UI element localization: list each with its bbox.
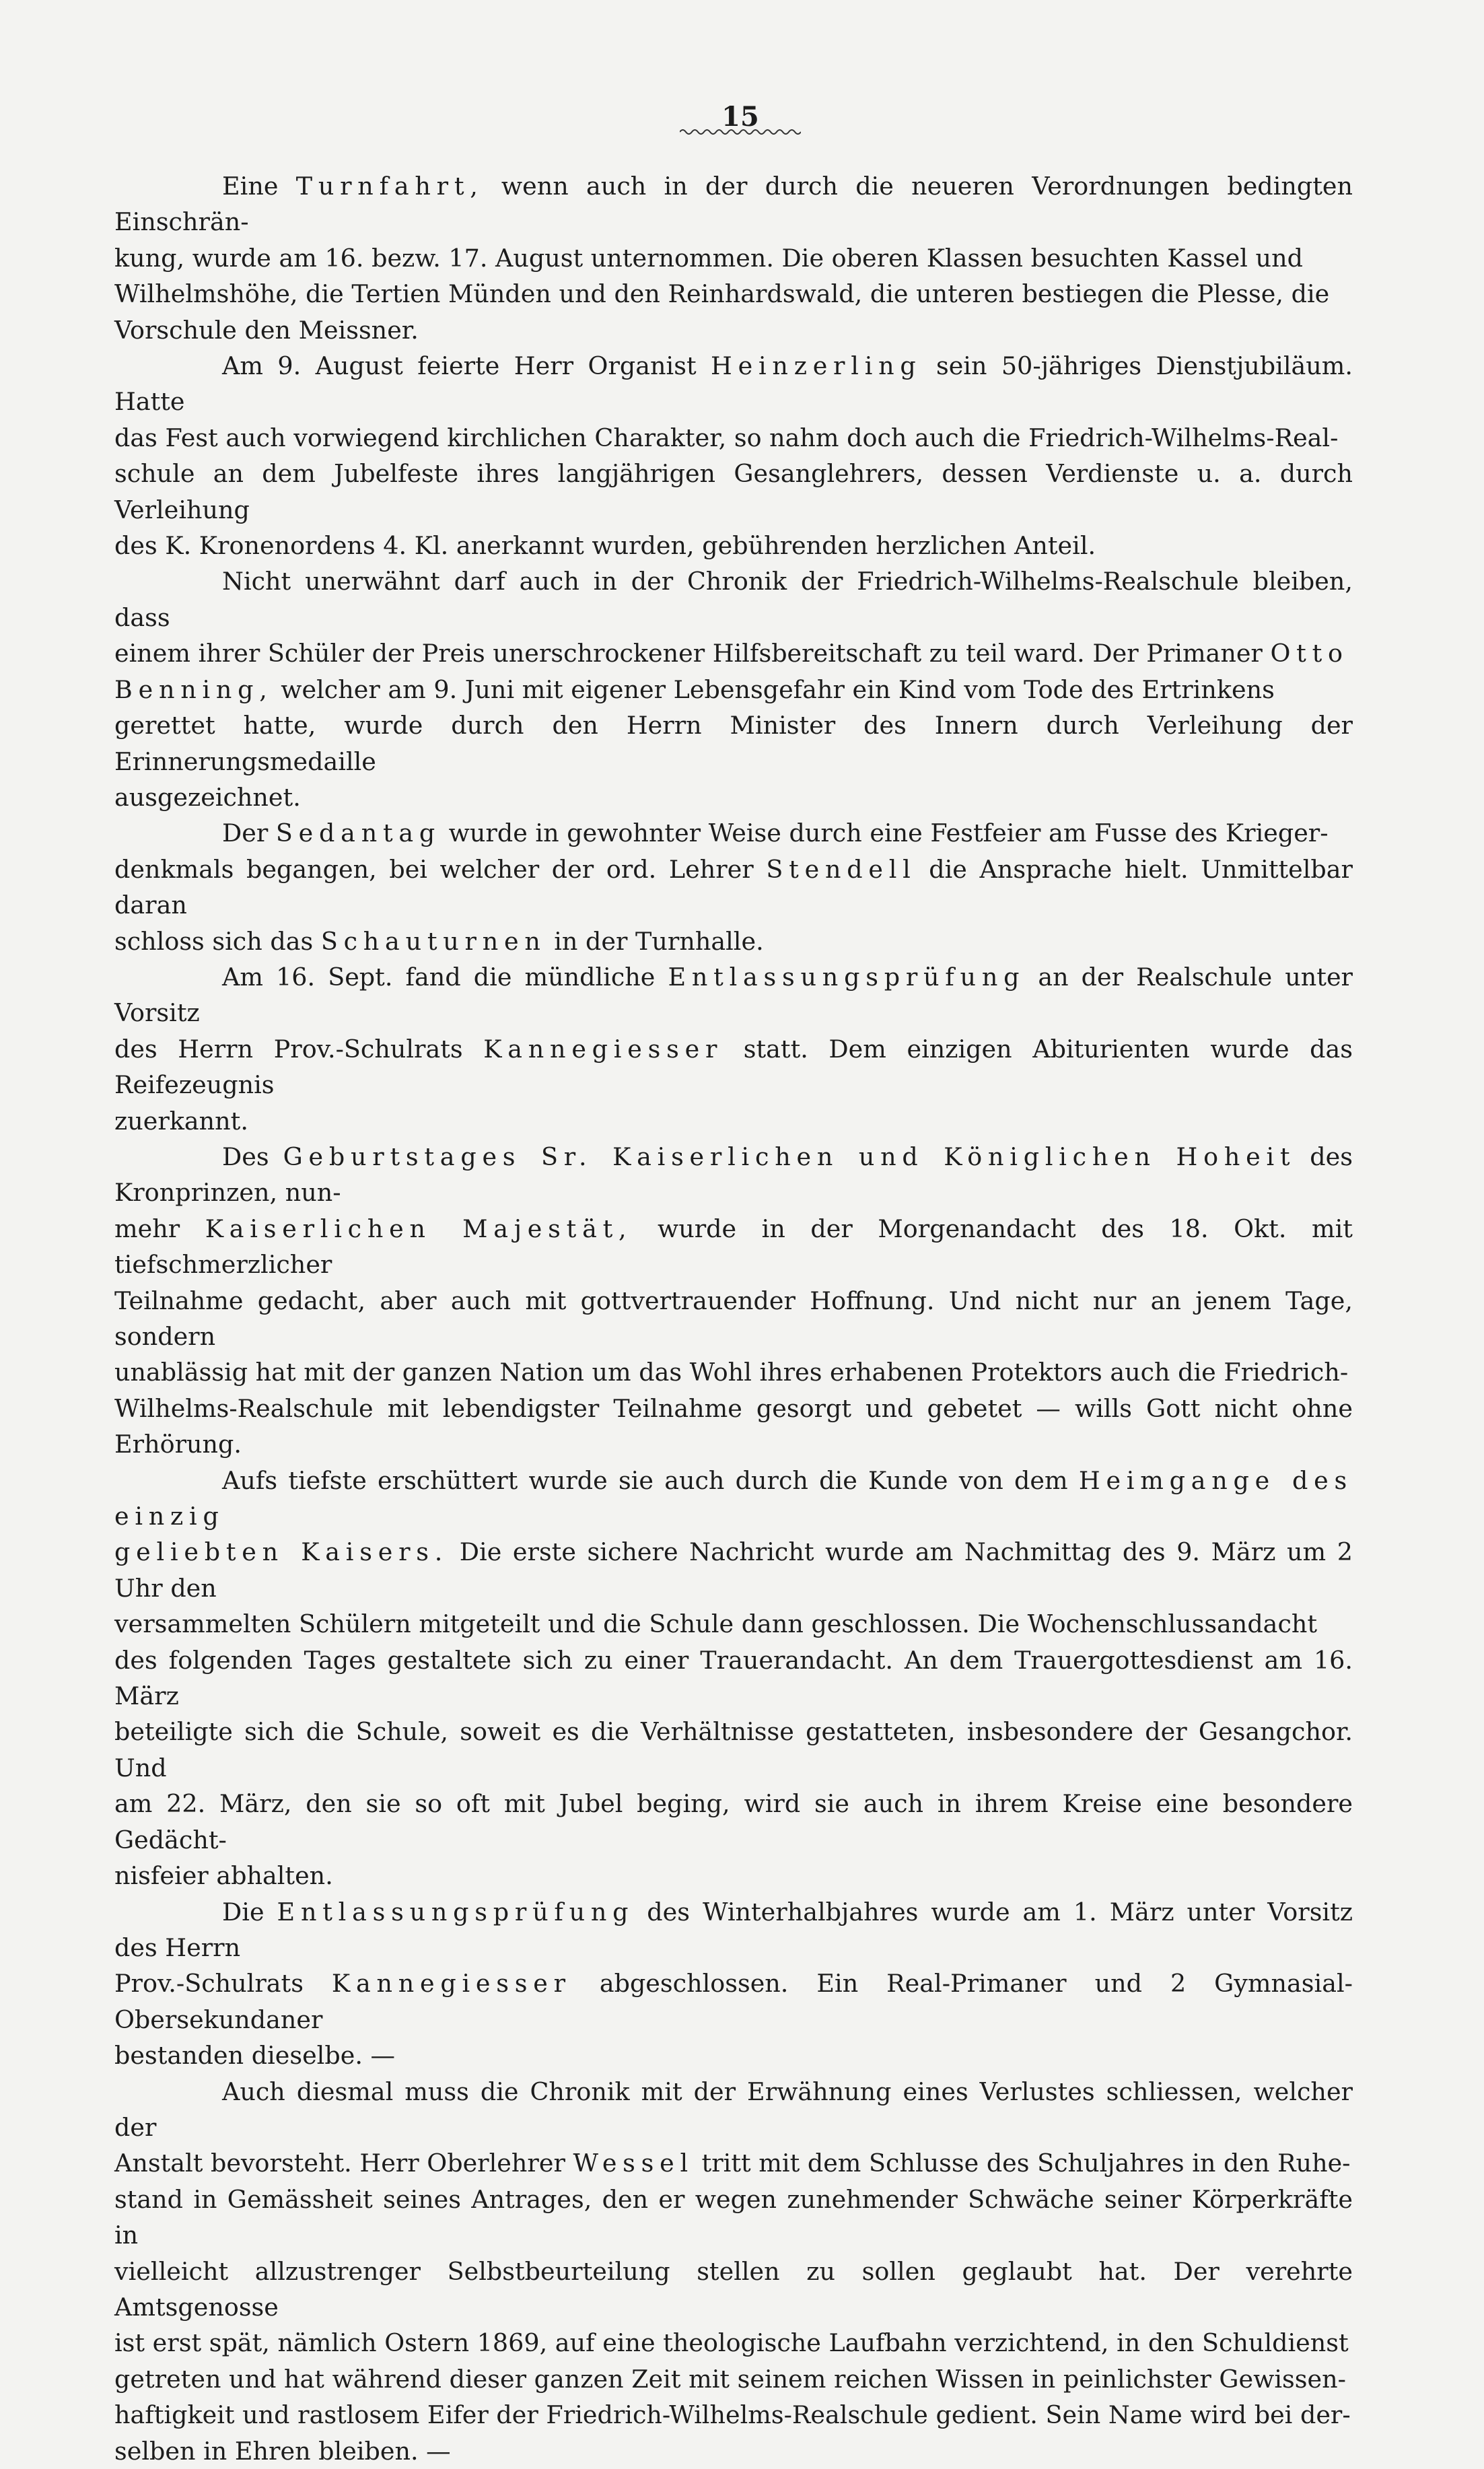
text-run: welcher am 9. Juni mit eigener Lebensgefahr ein Kind vom Tode des Ertrinkens gerettet hatte, wurde durch den Herrn Minister des Innern durch Verleihung der Erinnerungsmedaille ausgezeichnet. <box>114 674 1353 812</box>
paragraph <box>114 815 1353 959</box>
spaced-emphasis: Schauturnen <box>320 926 546 956</box>
text-run: Am 16. Sept. fand die mündliche <box>222 962 668 992</box>
text-run: Am 9. August feierte Herr Organist <box>222 351 711 381</box>
spaced-emphasis: Turnfahrt, <box>295 172 484 201</box>
text-run: abgeschlossen. Ein Real-Primaner und 2 Gymnasial-Obersekundaner bestanden dieselbe. — <box>114 1969 1353 2071</box>
spaced-emphasis: Heimgange des einzig geliebten Kaisers. <box>114 1465 1353 1567</box>
paragraph <box>114 1894 1353 2074</box>
text-run: wurde in gewohnter Weise durch eine Festfeier am Fusse des Krieger- denkmals begangen, bei welcher der ord. Lehrer <box>114 819 1329 884</box>
paragraph <box>114 563 1353 815</box>
body-text <box>114 168 1353 2469</box>
paragraph <box>114 2074 1353 2469</box>
spaced-emphasis: Entlassungsprüfung <box>668 962 1026 992</box>
spaced-emphasis: Geburtstages Sr. Kaiserlichen und Königlichen Hoheit <box>283 1142 1296 1171</box>
spaced-emphasis: Kaiserlichen Majestät, <box>205 1214 633 1243</box>
spaced-emphasis: Otto Benning, <box>114 639 1349 704</box>
spaced-emphasis: Heinzerling <box>711 351 922 381</box>
text-run: Auch diesmal muss die Chronik mit der Erwähnung eines Verlustes schliessen, welcher der Anstalt bevorsteht. Herr Oberlehrer <box>114 2077 1353 2178</box>
text-run: wenn auch in der durch die neueren Verordnungen bedingten Einschrän- kung, wurde am 16. bezw. 17. August unternommen. Die oberen Klassen besuchten Kassel und Wilhelmshöhe, die Tertien Münden und den Reinhardswald, die unteren bestiegen die Plesse, die Vorschule den Meissner. <box>114 172 1353 345</box>
text-run: Des <box>222 1142 283 1171</box>
paragraph <box>114 959 1353 1139</box>
text-run: an der Realschule unter Vorsitz des Herrn Prov.-Schulrats <box>114 962 1353 1064</box>
text-run: Die <box>222 1897 277 1926</box>
spaced-emphasis: Kannegiesser <box>483 1034 723 1064</box>
paragraph <box>114 1463 1353 1894</box>
text-run: Eine <box>222 172 296 201</box>
paragraph <box>114 168 1353 348</box>
wavy-rule-ornament <box>680 128 801 136</box>
text-run: statt. Dem einzigen Abiturienten wurde das Reifezeugnis zuerkannt. <box>114 1034 1353 1136</box>
text-run: des Winterhalbjahres wurde am 1. März unter Vorsitz des Herrn Prov.-Schulrats <box>114 1897 1353 1998</box>
spaced-emphasis: Sedantag <box>275 819 441 848</box>
spaced-emphasis: Stendell <box>766 854 917 884</box>
spaced-emphasis: Kannegiesser <box>331 1969 571 1998</box>
text-run: Die erste sichere Nachricht wurde am Nachmittag des 9. März um 2 Uhr den versammelten Schülern mitgeteilt und die Schule dann geschlossen. Die Wochenschlussandacht des folgenden Tages gestaltete sich zu einer Trauerandacht. An dem Trauergottesdienst am 16. März beteiligte sich die Schule, soweit es die Verhältnisse gestatteten, insbesondere der Gesangchor. Und am 22. März, den sie so oft mit Jubel beging, wird sie auch in ihrem Kreise eine besondere Gedächt- nisfeier abhalten. <box>114 1537 1353 1891</box>
text-run: die Ansprache hielt. Unmittelbar daran schloss sich das <box>114 854 1353 956</box>
text-run: wurde in der Morgenandacht des 18. Okt. mit tiefschmerzlicher Teilnahme gedacht, aber auch mit gottvertrauender Hoffnung. Und nicht nur an jenem Tage, sondern unablässig hat mit der ganzen Nation um das Wohl ihres erhabenen Protektors auch die Friedrich- Wilhelms-Realschule mit lebendigster Teilnahme gesorgt und gebetet — wills Gott nicht ohne Erhörung. <box>114 1214 1353 1459</box>
spaced-emphasis: Wessel <box>573 2149 694 2178</box>
text-run: sein 50-jähriges Dienstjubiläum. Hatte das Fest auch vorwiegend kirchlichen Charakter, so nahm doch auch die Friedrich-Wilhelms-Real- schule an dem Jubelfeste ihres langjährigen Gesanglehrers, dessen Verdienste u. a. durch Verleihung des K. Kronenordens 4. Kl. anerkannt wurden, gebührenden herzlichen Anteil. <box>114 351 1353 561</box>
spaced-emphasis: Entlassungsprüfung <box>277 1897 635 1926</box>
text-run: des Kronprinzen, nun- mehr <box>114 1142 1353 1243</box>
text-run: in der Turnhalle. <box>546 926 764 956</box>
page-number: 15 <box>721 101 759 133</box>
text-run: Der <box>222 819 276 848</box>
text-run: Aufs tiefste erschüttert wurde sie auch durch die Kunde von dem <box>222 1465 1079 1495</box>
paragraph <box>114 1139 1353 1463</box>
text-run: tritt mit dem Schlusse des Schuljahres in den Ruhe- stand in Gemässheit seines Antrages, den er wegen zunehmender Schwäche seiner Körperkräfte in vielleicht allzustrenger Selbstbeurteilung stellen zu sollen geglaubt hat. Der verehrte Amtsgenosse ist erst spät, nämlich Ostern 1869, auf eine theologische Laufbahn verzichtend, in den Schuldienst getreten und hat während dieser ganzen Zeit mit seinem reichen Wissen in peinlichster Gewissen- haftigkeit und rastlosem Eifer der Friedrich-Wilhelms-Realschule gedient. Sein Name wird bei der- selben in Ehren bleiben. — <box>114 2149 1353 2466</box>
paragraph <box>114 348 1353 563</box>
text-run: Nicht unerwähnt darf auch in der Chronik der Friedrich-Wilhelms-Realschule bleiben, dass einem ihrer Schüler der Preis unerschrockener Hilfsbereitschaft zu teil ward. Der Primaner <box>114 567 1353 668</box>
